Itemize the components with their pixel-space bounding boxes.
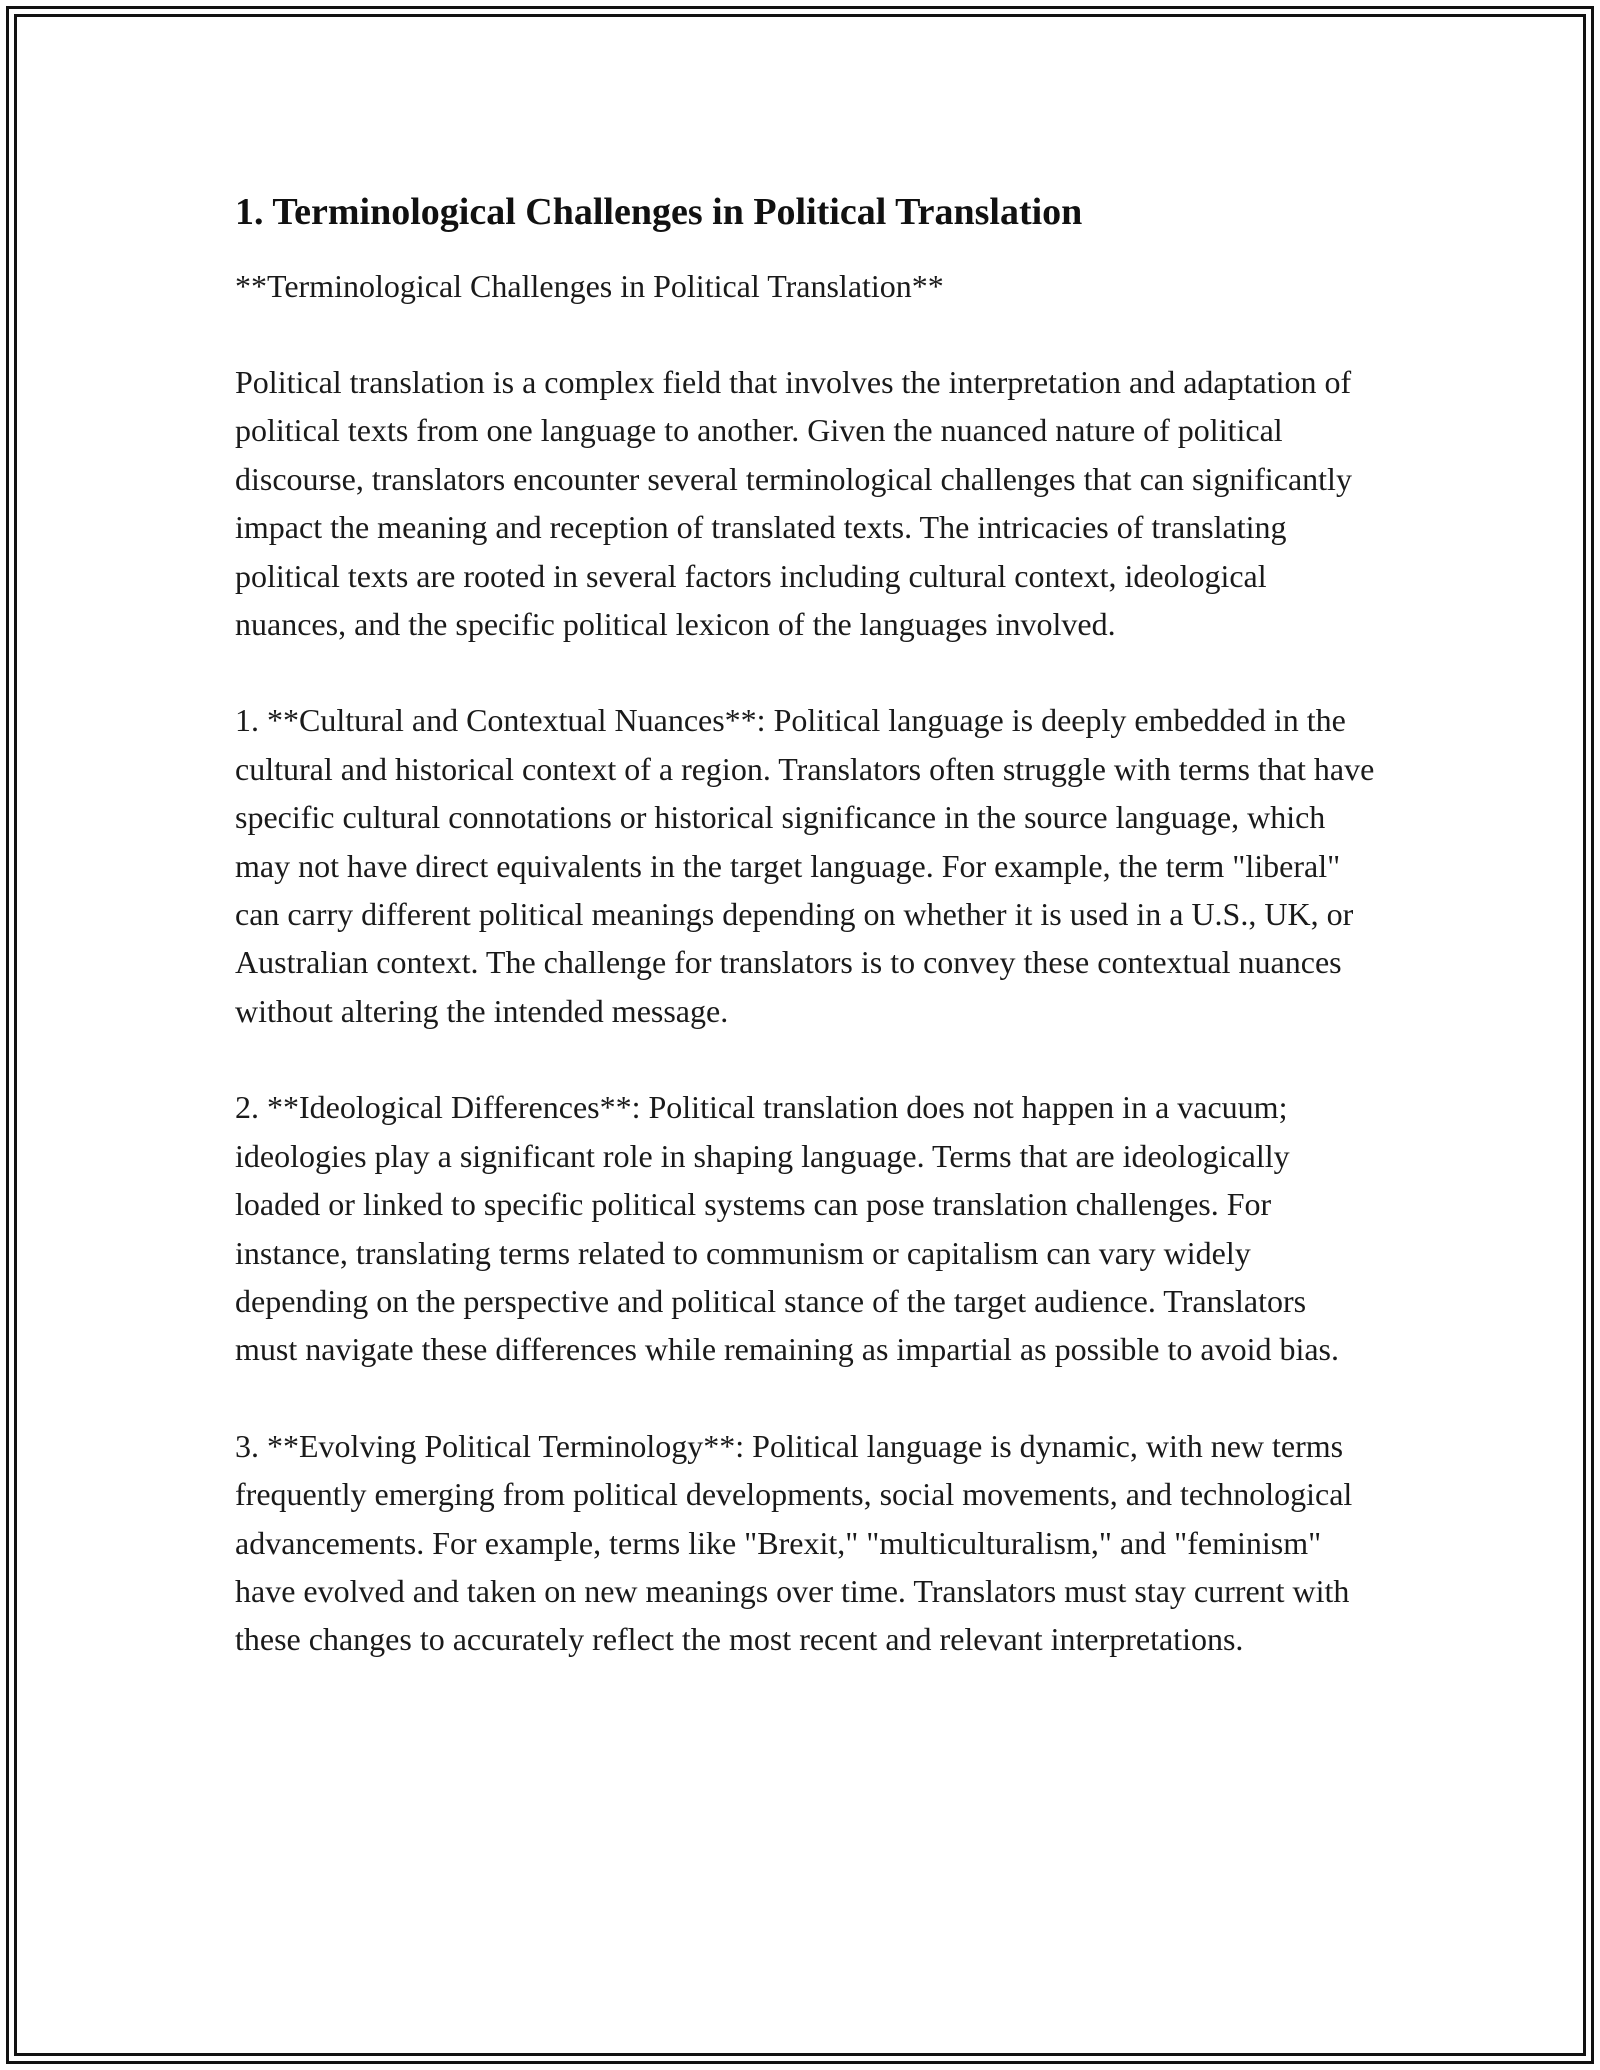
section-subtitle: **Terminological Challenges in Political Translation** <box>235 268 944 304</box>
section-heading: 1. Terminological Challenges in Political Translation <box>235 191 1083 233</box>
document-body <box>235 186 1375 1664</box>
intro-paragraph: Political translation is a complex field that involves the interpretation and adaptation of political texts from one language to another. Given the nuanced nature of political discourse, translators encounter several terminological challenges that can significantly impact the meaning and reception of translated texts. The intricacies of translating political texts are rooted in several factors including cultural context, ideological nuances, and the specific political lexicon of the languages involved. <box>235 364 1352 643</box>
point-ideological-differences: 2. **Ideological Differences**: Political translation does not happen in a vacuum; ideologies play a significant role in shaping language. Terms that are ideologically loaded or linked to specific political systems can pose translation challenges. For instance, translating terms related to communism or capitalism can vary widely depending on the perspective and political stance of the target audience. Translators must navigate these differences while remaining as impartial as possible to avoid bias. <box>235 1089 1339 1368</box>
point-evolving-terminology: 3. **Evolving Political Terminology**: Political language is dynamic, with new terms frequently emerging from political developments, social movements, and technological advancements. For example, terms like "Brexit," "multiculturalism," and "feminism" have evolved and taken on new meanings over time. Translators must stay current with these changes to accurately reflect the most recent and relevant interpretations. <box>235 1427 1353 1658</box>
point-cultural-nuances: 1. **Cultural and Contextual Nuances**: Political language is deeply embedded in the cultural and historical context of a region. Translators often struggle with terms that have specific cultural connotations or historical significance in the source language, which may not have direct equivalents in the target language. For example, the term "liberal" can carry different political meanings depending on whether it is used in a U.S., UK, or Australian context. The challenge for translators is to convey these contextual nuances without altering the intended message. <box>235 702 1375 1029</box>
